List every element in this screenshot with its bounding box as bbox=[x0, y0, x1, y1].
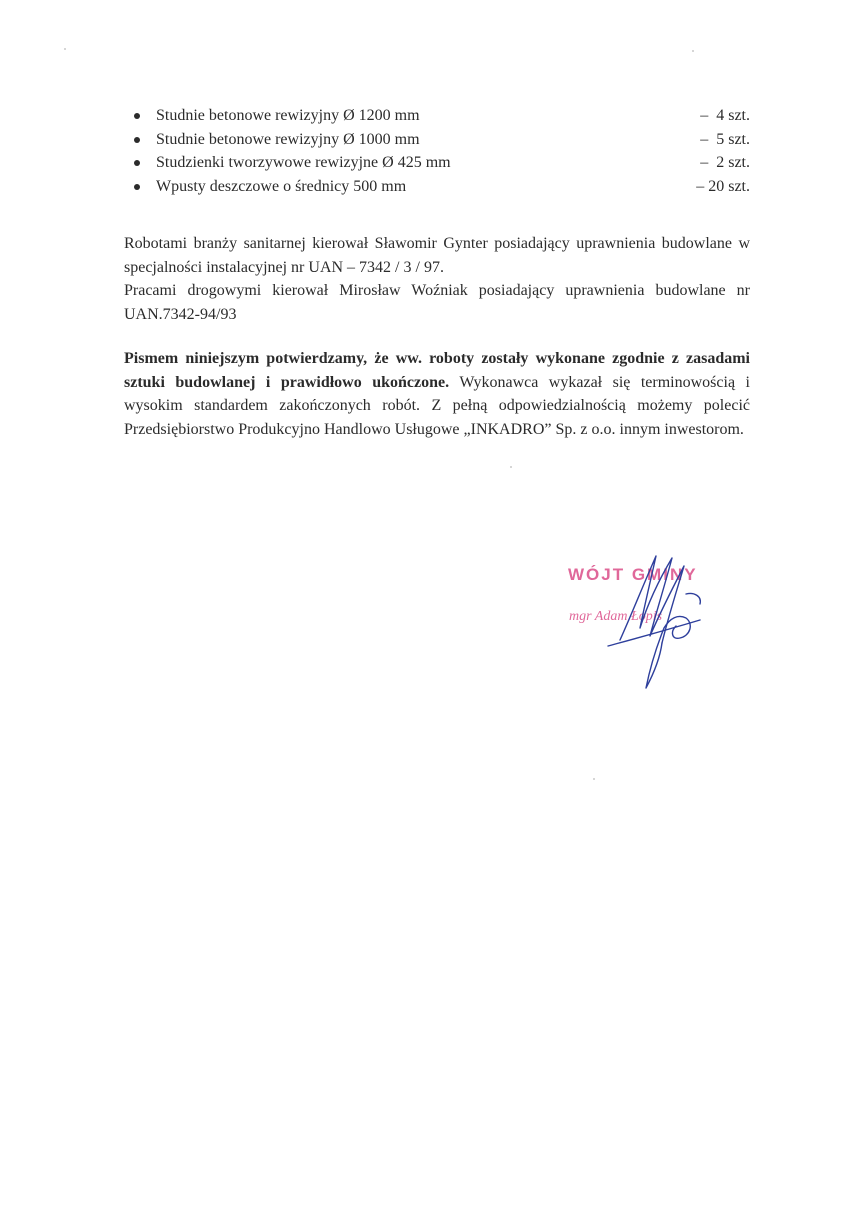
handwritten-signature bbox=[590, 548, 720, 698]
confirmation-text: Wykonawca wykazał się terminowością i wysokim standardem zakończonych robót. Z pełną odpowiedzialnością możemy polecić Przedsiębiorstwo Produkcyjno Handlowo Usługowe „INKADRO” Sp. z o.o. innym inwestorom. bbox=[124, 373, 750, 438]
confirmation-paragraph bbox=[124, 347, 750, 441]
item-quantity: – 4 szt. bbox=[700, 107, 750, 124]
item-quantity: – 5 szt. bbox=[700, 130, 750, 148]
bullet-icon bbox=[134, 184, 140, 190]
scan-speck bbox=[64, 48, 66, 50]
list-item bbox=[124, 151, 750, 175]
item-name: Studnie betonowe rewizyjny Ø 1000 mm bbox=[156, 130, 420, 148]
scan-speck bbox=[510, 466, 512, 468]
list-item bbox=[124, 128, 750, 152]
scan-speck bbox=[593, 778, 595, 780]
list-item bbox=[124, 104, 750, 128]
road-works-paragraph: Pracami drogowymi kierował Mirosław Woźniak posiadający uprawnienia budowlane nr UAN.7342-94/93 bbox=[124, 282, 750, 323]
item-quantity: – 20 szt. bbox=[696, 177, 750, 195]
bullet-icon bbox=[134, 137, 140, 143]
list-item bbox=[124, 175, 750, 199]
scan-speck bbox=[692, 50, 694, 52]
stamp-name: mgr Adam Łopis bbox=[569, 609, 663, 624]
item-name: Studzienki tworzywowe rewizyjne Ø 425 mm bbox=[156, 154, 451, 171]
bullet-icon bbox=[134, 160, 140, 166]
item-name: Wpusty deszczowe o średnicy 500 mm bbox=[156, 177, 407, 195]
confirmation-bold-text: Pismem niniejszym potwierdzamy, że ww. roboty zostały wykonane zgodnie z zasadami sztuki budowlanej i prawidłowo ukończone. bbox=[124, 350, 750, 391]
item-name: Studnie betonowe rewizyjny Ø 1200 mm bbox=[156, 107, 420, 124]
stamp-title: WÓJT GMINY bbox=[568, 565, 698, 584]
bullet-icon bbox=[134, 113, 140, 119]
materials-list bbox=[124, 104, 750, 198]
sanitary-works-paragraph: Robotami branży sanitarnej kierował Sławomir Gynter posiadający uprawnienia budowlane w specjalności instalacyjnej nr UAN – 7342 / 3 / 97. bbox=[124, 235, 750, 276]
item-quantity: – 2 szt. bbox=[700, 154, 750, 171]
